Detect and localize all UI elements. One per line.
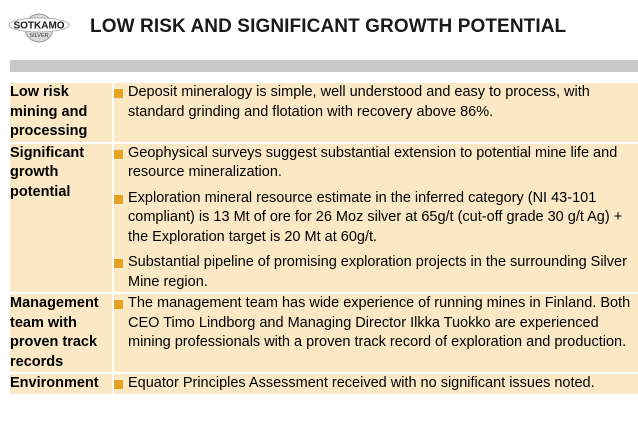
row-label: Management team with proven track records — [10, 293, 113, 373]
logo-name: SOTKAMO — [13, 20, 65, 32]
sotkamo-silver-logo — [8, 6, 70, 46]
square-bullet-icon — [114, 89, 123, 98]
table-row — [10, 143, 638, 294]
slide-header — [0, 0, 638, 55]
bullet-text: Equator Principles Assessment received with no significant issues noted. — [128, 375, 595, 391]
square-bullet-icon — [114, 300, 123, 309]
bullet-item — [114, 253, 638, 292]
header-divider — [10, 60, 638, 72]
row-label: Environment — [10, 373, 113, 395]
content-table-body — [10, 83, 638, 395]
logo-subtitle: SILVER — [29, 33, 49, 39]
bullet-text: Deposit mineralogy is simple, well understood and easy to process, with standard grinding and flotation with recovery above 86%. — [128, 84, 590, 120]
row-label: Significant growth potential — [10, 143, 113, 294]
square-bullet-icon — [114, 195, 123, 204]
table-row — [10, 293, 638, 373]
row-content — [113, 373, 638, 395]
bullet-item — [114, 144, 638, 183]
row-content — [113, 83, 638, 143]
table-row — [10, 373, 638, 395]
content-table — [10, 83, 638, 396]
bullet-item — [114, 374, 638, 394]
bullet-text: Geophysical surveys suggest substantial extension to potential mine life and resource mineralization. — [128, 144, 618, 180]
row-content — [113, 143, 638, 294]
square-bullet-icon — [114, 380, 123, 389]
bullet-text: Exploration mineral resource estimate in the inferred category (NI 43-101 compliant) is 13 Mt of ore for 26 Moz silver at 65g/t (cut-off grade 30 g/t Ag) + the Exploration target is 20 Mt at 60g/t. — [128, 189, 623, 245]
table-row — [10, 83, 638, 143]
row-content — [113, 293, 638, 373]
bullet-item — [114, 83, 638, 122]
bullet-text: Substantial pipeline of promising exploration projects in the surrounding Silver Mine region. — [128, 254, 627, 290]
bullet-item — [114, 294, 638, 353]
page-title: LOW RISK AND SIGNIFICANT GROWTH POTENTIAL — [90, 16, 567, 37]
bullet-text: The management team has wide experience of running mines in Finland. Both CEO Timo Lindborg and Managing Director Ilkka Tuokko are experienced mining professionals with a proven track record of exploration and production. — [128, 295, 631, 350]
square-bullet-icon — [114, 259, 123, 268]
bullet-item — [114, 189, 638, 248]
square-bullet-icon — [114, 150, 123, 159]
row-label: Low risk mining and processing — [10, 83, 113, 143]
